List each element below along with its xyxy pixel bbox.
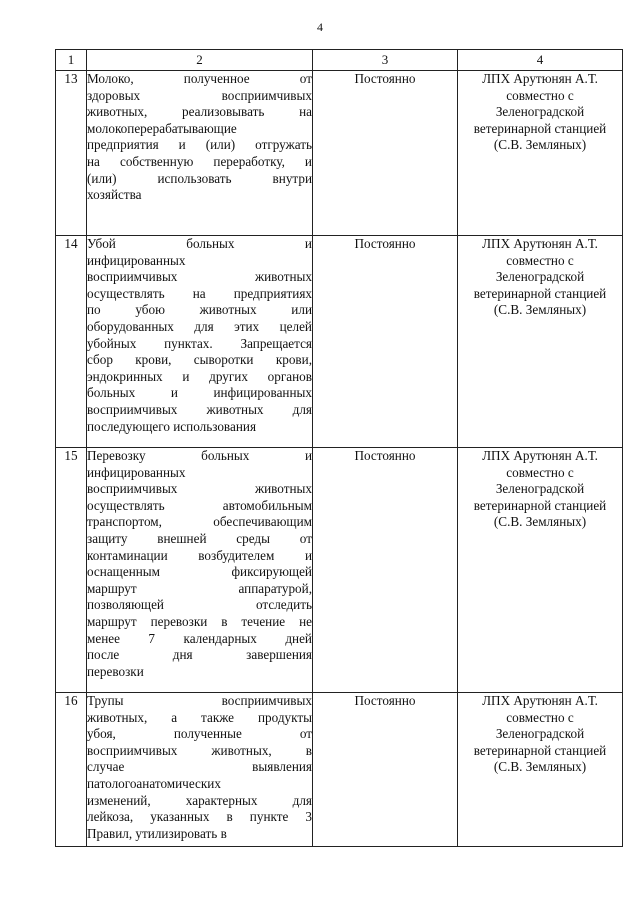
measure-period: Постоянно — [313, 236, 458, 448]
description-line: больных и инфицированных — [87, 385, 312, 401]
responsible-line: ЛПХ Арутюнян А.Т. — [482, 448, 598, 463]
table-row — [56, 71, 623, 236]
description-line: осуществлять автомобильным — [87, 497, 312, 513]
page-number: 4 — [317, 20, 323, 34]
measures-table — [55, 49, 623, 847]
row-number: 14 — [56, 236, 87, 448]
responsible-party — [458, 448, 623, 693]
column-header-4: 4 — [458, 50, 623, 71]
description-line: хозяйства — [87, 187, 142, 203]
responsible-line: совместно с — [506, 252, 574, 268]
responsible-line: Зеленоградской — [495, 481, 585, 497]
measure-description — [87, 693, 313, 847]
table-row — [56, 236, 623, 448]
description-line: восприимчивых животных, в — [87, 742, 312, 758]
description-line: по убою животных или — [87, 302, 312, 318]
description-line: Перевозку больных и — [87, 448, 312, 463]
table-row — [56, 448, 623, 693]
description-line: осуществлять на предприятиях — [87, 285, 312, 301]
responsible-line: совместно с — [506, 709, 574, 725]
measure-period: Постоянно — [313, 71, 458, 236]
responsible-line: ветеринарной станцией — [473, 742, 607, 758]
responsible-line: (С.В. Земляных) — [493, 759, 587, 775]
measure-period: Постоянно — [313, 448, 458, 693]
description-line: восприимчивых животных — [87, 269, 312, 285]
description-line: Убой больных и — [87, 236, 312, 251]
description-line: животных, а также продукты — [87, 709, 312, 725]
responsible-party — [458, 693, 623, 847]
description-line: сбор крови, сыворотки крови, — [87, 352, 312, 368]
description-line: здоровых восприимчивых — [87, 87, 312, 103]
measure-description — [87, 448, 313, 693]
responsible-line: ЛПХ Арутюнян А.Т. — [482, 236, 598, 251]
measure-description — [87, 236, 313, 448]
responsible-party — [458, 236, 623, 448]
description-line: случае выявления — [87, 759, 312, 775]
measure-period: Постоянно — [313, 693, 458, 847]
responsible-line: совместно с — [506, 87, 574, 103]
description-line: контаминации возбудителем и — [87, 547, 312, 563]
table-header-row — [56, 50, 623, 71]
description-line: менее 7 календарных дней — [87, 630, 312, 646]
column-header-2: 2 — [87, 50, 313, 71]
description-line: маршрут аппаратурой, — [87, 580, 312, 596]
description-line: защиту внешней среды от — [87, 530, 312, 546]
responsible-party — [458, 71, 623, 236]
responsible-line: (С.В. Земляных) — [493, 137, 587, 153]
description-line: на собственную переработку, и — [87, 153, 312, 169]
responsible-line: (С.В. Земляных) — [493, 514, 587, 530]
description-line: оснащенным фиксирующей — [87, 564, 312, 580]
description-line: изменений, характерных для — [87, 792, 312, 808]
description-line: инфицированных — [87, 464, 186, 480]
responsible-line: ЛПХ Арутюнян А.Т. — [482, 71, 598, 86]
description-line: Правил, утилизировать в — [87, 825, 227, 841]
responsible-line: ЛПХ Арутюнян А.Т. — [482, 693, 598, 708]
description-line: перевозки — [87, 663, 144, 679]
responsible-line: Зеленоградской — [495, 269, 585, 285]
description-line: эндокринных и других органов — [87, 368, 312, 384]
description-line: патологоанатомических — [87, 775, 221, 791]
description-line: животных, реализовывать на — [87, 104, 312, 120]
responsible-line: Зеленоградской — [495, 726, 585, 742]
description-line: транспортом, обеспечивающим — [87, 514, 312, 530]
responsible-line: ветеринарной станцией — [473, 497, 607, 513]
column-header-1: 1 — [56, 50, 87, 71]
description-line: лейкоза, указанных в пункте 3 — [87, 809, 312, 825]
description-line: оборудованных для этих целей — [87, 318, 312, 334]
responsible-line: совместно с — [506, 464, 574, 480]
responsible-line: Зеленоградской — [495, 104, 585, 120]
description-line: последующего использования — [87, 418, 257, 434]
description-line: убоя, полученные от — [87, 726, 312, 742]
description-line: восприимчивых животных для — [87, 401, 312, 417]
description-line: восприимчивых животных — [87, 481, 312, 497]
description-line: инфицированных — [87, 252, 186, 268]
description-line: предприятия и (или) отгружать — [87, 137, 312, 153]
responsible-line: (С.В. Земляных) — [493, 302, 587, 318]
description-line: Трупы восприимчивых — [87, 693, 312, 708]
measure-description — [87, 71, 313, 236]
description-line: молокоперерабатывающие — [87, 120, 237, 136]
column-header-3: 3 — [313, 50, 458, 71]
row-number: 16 — [56, 693, 87, 847]
row-number: 15 — [56, 448, 87, 693]
row-number: 13 — [56, 71, 87, 236]
description-line: позволяющей отследить — [87, 597, 312, 613]
description-line: убойных пунктах. Запрещается — [87, 335, 312, 351]
responsible-line: ветеринарной станцией — [473, 285, 607, 301]
description-line: (или) использовать внутри — [87, 170, 312, 186]
description-line: маршрут перевозки в течение не — [87, 613, 312, 629]
description-line: Молоко, полученное от — [87, 71, 312, 86]
responsible-line: ветеринарной станцией — [473, 120, 607, 136]
table-row — [56, 693, 623, 847]
description-line: после дня завершения — [87, 647, 312, 663]
